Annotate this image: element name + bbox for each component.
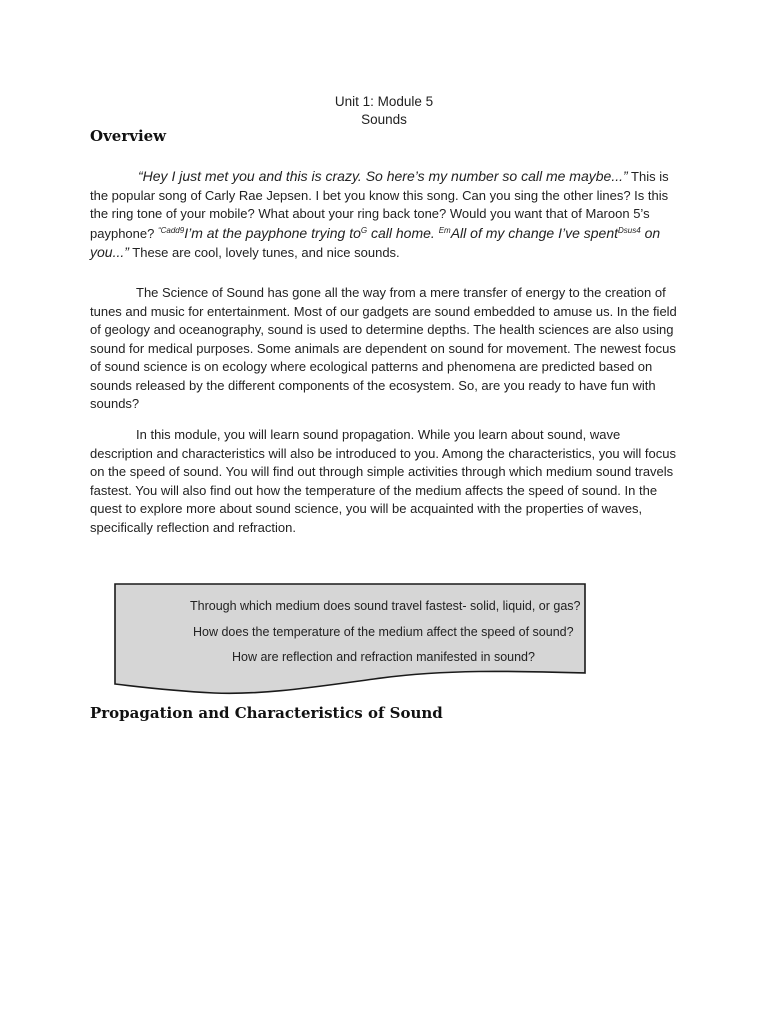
chord-cadd9: Cadd9 — [160, 225, 185, 235]
module-title — [0, 93, 768, 129]
overview-heading: Overview — [90, 127, 167, 145]
overview-paragraph-2: The Science of Sound has gone all the way from a mere transfer of energy to the creation of tunes and music for entertainment. Most of our gadgets are sound embedded to amuse us. In the field of geology and oceanography, sound is used to determine depths. The health sciences are also using sound for medical purposes. Some animals are dependent on sound for movement. The newest focus of sound science is on ecology where ecological patterns and phenomena are predicted based on sounds released by the different components of the ecosystem. So, are you ready to have fun with sounds? — [90, 285, 677, 411]
chord-dsus4: Dsus4 — [618, 225, 641, 235]
quote-mark-sup: “ — [157, 225, 161, 235]
song-lyric-1: “Hey I just met you and this is crazy. So here’s my number so call me maybe...” — [138, 168, 628, 184]
chord-g: G — [360, 225, 368, 235]
song-lyric-2: I’m at the payphone trying to — [184, 224, 361, 241]
guide-questions-box — [114, 583, 586, 697]
propagation-heading: Propagation and Characteristics of Sound — [90, 704, 443, 722]
guide-question-3: How are reflection and refraction manifested in sound? — [232, 650, 535, 664]
intro-text-2: These are cool, lovely tunes, and nice sounds. — [128, 245, 400, 260]
guide-question-1: Through which medium does sound travel fastest- solid, liquid, or gas? — [190, 599, 581, 613]
overview-paragraph-1 — [90, 167, 682, 263]
overview-paragraph-3: In this module, you will learn sound propagation. While you learn about sound, wave description and characteristics will also be introduced to you. Among the characteristics, you will focus on the speed of sound. You will find out through simple activities through which medium sound travels fastest. You will also find out how the temperature of the medium affects the speed of sound. In the quest to explore more about sound science, you will be acquainted with the properties of waves, specifically reflection and refraction. — [90, 427, 677, 535]
unit-label: Unit 1: Module 5 — [334, 94, 434, 109]
chord-em: Em — [438, 225, 451, 235]
subject-label: Sounds — [361, 112, 407, 127]
song-lyric-5: on you...” — [90, 224, 661, 260]
song-lyric-4: All of my change I’ve spent — [450, 224, 619, 241]
intro-text-1: This is the popular song of Carly Rae Jepsen. I bet you know this song. Can you sing the other lines? Is this the ring tone of your mobile? What about your ring back tone? Would you want that of Maroon 5’s payphone? — [90, 169, 669, 241]
song-lyric-3: call home. — [367, 224, 439, 241]
guide-question-2: How does the temperature of the medium affect the speed of sound? — [193, 625, 574, 639]
